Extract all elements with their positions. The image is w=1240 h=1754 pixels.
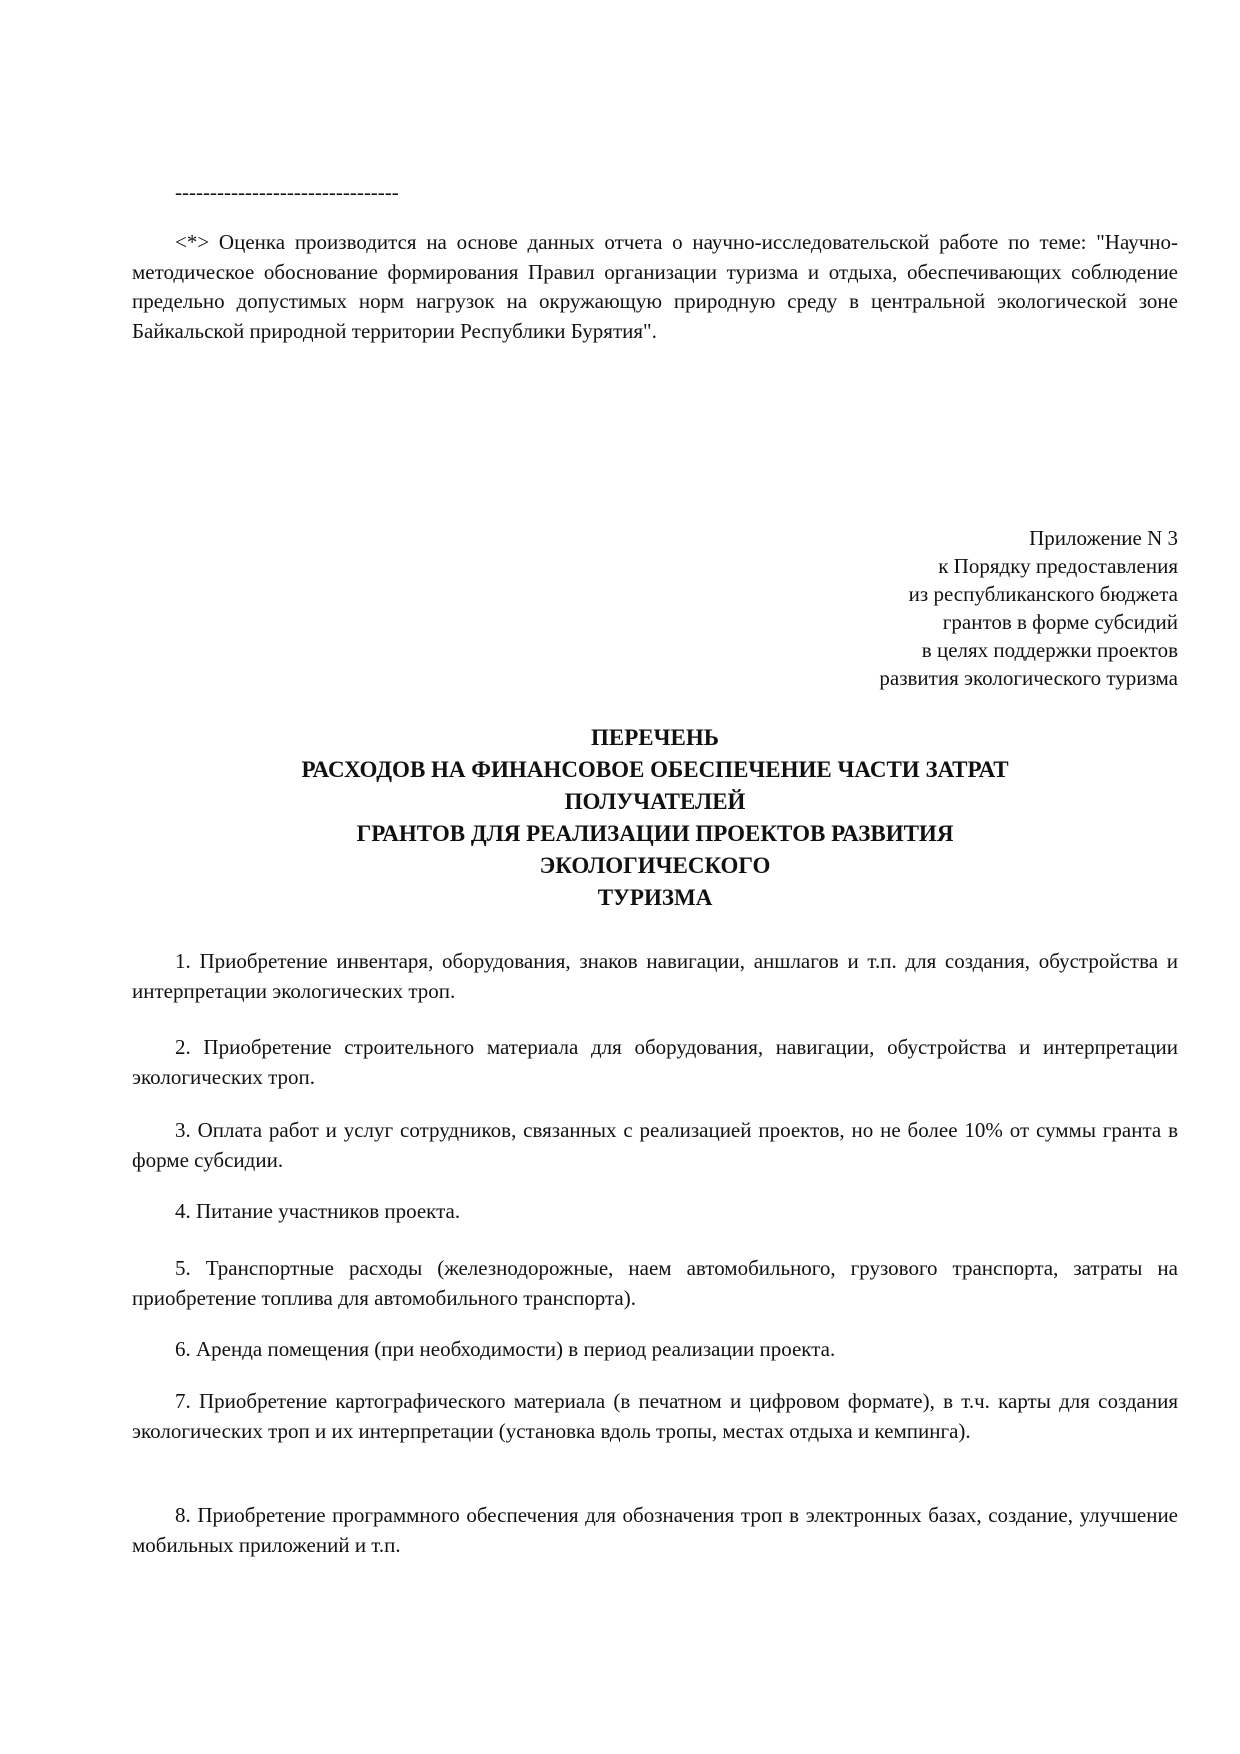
- title-line: ПЕРЕЧЕНЬ: [591, 725, 719, 750]
- appendix-line: в целях поддержки проектов: [921, 638, 1178, 662]
- title-line: ГРАНТОВ ДЛЯ РЕАЛИЗАЦИИ ПРОЕКТОВ РАЗВИТИЯ: [356, 821, 954, 846]
- list-item: 8. Приобретение программного обеспечения для обозначения троп в электронных базах, создание, улучшение мобильных приложений и т.п.: [132, 1503, 1178, 1557]
- appendix-line: из республиканского бюджета: [908, 582, 1178, 606]
- appendix-line: развития экологического туризма: [879, 666, 1178, 690]
- title-line: ПОЛУЧАТЕЛЕЙ: [564, 789, 746, 814]
- title-line: ТУРИЗМА: [597, 885, 713, 910]
- footnote-paragraph: <*> Оценка производится на основе данных отчета о научно-исследовательской работе по теме: "Научно-методическое обоснование формирования Правил организации туризма и отдыха, обеспечивающих соблюдение предельно допустимых норм нагрузок на окружающую природную среду в центральной экологической зоне Байкальской природной территории Республики Бурятия".: [132, 230, 1178, 343]
- appendix-line: грантов в форме субсидий: [942, 610, 1178, 634]
- appendix-line: к Порядку предоставления: [938, 554, 1178, 578]
- footnote-text-block: [132, 228, 1178, 346]
- list-item: 1. Приобретение инвентаря, оборудования, знаков навигации, аншлагов и т.п. для создания, обустройства и интерпретации экологических троп.: [132, 949, 1178, 1003]
- footnote-separator: --------------------------------: [175, 180, 399, 204]
- list-item: 6. Аренда помещения (при необходимости) в период реализации проекта.: [175, 1337, 836, 1361]
- list-item: 4. Питание участников проекта.: [175, 1199, 461, 1223]
- list-item: 7. Приобретение картографического материала (в печатном и цифровом формате), в т.ч. карты для создания экологических троп и их интерпретации (установка вдоль тропы, местах отдыха и кемпинга).: [132, 1389, 1178, 1443]
- list-item: 2. Приобретение строительного материала для оборудования, навигации, обустройства и интерпретации экологических троп.: [132, 1035, 1178, 1089]
- list-item: 3. Оплата работ и услуг сотрудников, связанных с реализацией проектов, но не более 10% от суммы гранта в форме субсидии.: [132, 1118, 1178, 1172]
- title-line: РАСХОДОВ НА ФИНАНСОВОЕ ОБЕСПЕЧЕНИЕ ЧАСТИ ЗАТРАТ: [301, 757, 1009, 782]
- list-item: 5. Транспортные расходы (железнодорожные, наем автомобильного, грузового транспорта, затраты на приобретение топлива для автомобильного транспорта).: [132, 1256, 1178, 1310]
- appendix-line: Приложение N 3: [1029, 526, 1178, 550]
- appendix-header: [879, 524, 1178, 692]
- document-title: [132, 722, 1178, 914]
- title-line: ЭКОЛОГИЧЕСКОГО: [539, 853, 771, 878]
